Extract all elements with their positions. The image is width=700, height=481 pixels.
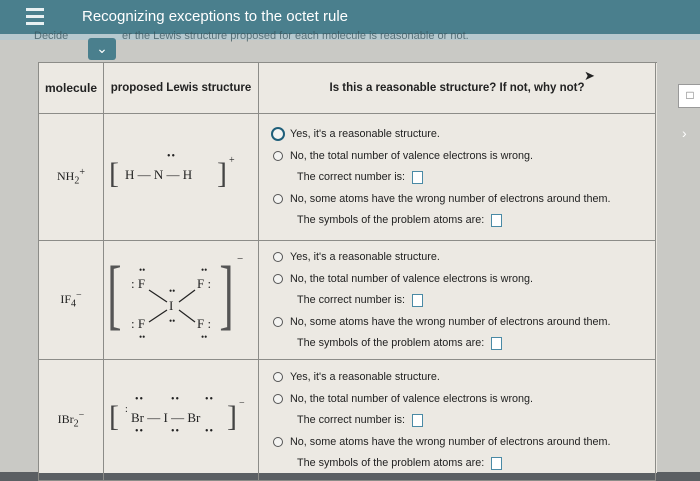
lone-pair-dots: : [125, 404, 128, 415]
correct-number-line [259, 289, 655, 311]
side-panel-tab-icon[interactable]: □ [678, 84, 700, 108]
svg-text:: F: : F [131, 315, 146, 331]
lone-pair-dots: •• [171, 426, 181, 437]
radio-selected-icon[interactable] [271, 127, 285, 141]
svg-text:••: •• [201, 331, 208, 342]
lone-pair-dots: •• [205, 426, 215, 437]
svg-text:••: •• [169, 315, 176, 326]
svg-text:F :: F : [197, 275, 212, 291]
radio-icon[interactable] [273, 252, 283, 262]
answer-cell [259, 114, 656, 241]
page-title: Recognizing exceptions to the octet rule [82, 8, 348, 25]
svg-text:F :: F : [197, 315, 212, 331]
option-yes[interactable] [259, 366, 655, 388]
option-label: The symbols of the problem atoms are: [297, 457, 485, 469]
option-no-valence[interactable] [259, 145, 655, 167]
header-molecule: molecule [39, 63, 104, 114]
option-label: No, the total number of valence electrons is wrong. [290, 272, 534, 285]
option-label: No, the total number of valence electrons is wrong. [290, 392, 534, 405]
problem-atoms-line [259, 332, 655, 354]
answer-cell [259, 241, 656, 360]
problem-atoms-line [259, 452, 655, 474]
correct-number-input[interactable] [412, 414, 423, 427]
lone-pair-dots: •• [135, 394, 145, 405]
instruction-text-left: Decide [34, 30, 69, 42]
radio-icon[interactable] [273, 151, 283, 161]
option-label: No, some atoms have the wrong number of electrons around them. [290, 192, 611, 205]
correct-number-line [259, 409, 655, 431]
molecule-charge: − [76, 290, 82, 302]
option-label: The correct number is: [297, 294, 406, 306]
lewis-charge: − [237, 252, 244, 265]
option-label: Yes, it's a reasonable structure. [290, 251, 440, 263]
option-label: Yes, it's a reasonable structure. [290, 371, 440, 383]
svg-text:••: •• [201, 264, 208, 275]
lewis-charge: + [229, 155, 235, 166]
radio-icon[interactable] [273, 437, 283, 447]
table-row-if4 [39, 241, 656, 360]
lewis-cell [104, 241, 259, 360]
option-no-valence[interactable] [259, 268, 655, 290]
lewis-charge: − [239, 398, 245, 409]
collapse-chevron-icon[interactable]: ⌄ [88, 38, 116, 60]
problem-atoms-input[interactable] [491, 337, 502, 350]
option-yes[interactable] [259, 123, 655, 145]
lone-pair-dots: •• [171, 394, 181, 405]
option-label: No, some atoms have the wrong number of electrons around them. [290, 435, 611, 448]
molecule-cell [39, 360, 104, 481]
cursor-icon: ➤ [584, 68, 595, 83]
instruction-text-right: er the Lewis structure proposed for each molecule is reasonable or not. [122, 30, 469, 42]
molecule-charge: + [79, 167, 85, 179]
option-no-valence[interactable] [259, 388, 655, 410]
option-no-atoms[interactable] [259, 188, 655, 210]
correct-number-input[interactable] [412, 171, 423, 184]
problem-atoms-line [259, 209, 655, 231]
header-question: Is this a reasonable structure? If not, why not? [259, 63, 656, 114]
molecule-subscript: 2 [73, 418, 79, 430]
radio-icon[interactable] [273, 274, 283, 284]
radio-icon[interactable] [273, 394, 283, 404]
correct-number-input[interactable] [412, 294, 423, 307]
radio-icon[interactable] [273, 317, 283, 327]
correct-number-line [259, 166, 655, 188]
lone-pair-dots: •• [205, 394, 215, 405]
molecule-subscript: 4 [71, 298, 77, 310]
molecule-charge: − [78, 410, 85, 422]
option-label: No, some atoms have the wrong number of electrons around them. [290, 315, 611, 328]
answer-cell [259, 360, 656, 481]
molecule-formula: IF [60, 292, 72, 307]
lone-pair-dots: •• [135, 426, 145, 437]
molecule-subscript: 2 [74, 175, 80, 187]
lewis-table [38, 62, 656, 481]
lewis-structure: H — N — H [125, 167, 193, 182]
lewis-cell: [ •• H — N — H ] + [104, 114, 259, 241]
menu-icon[interactable] [26, 8, 44, 29]
lewis-structure: Br — I — Br [131, 410, 201, 425]
molecule-formula: NH [57, 169, 75, 184]
svg-text:••: •• [139, 264, 146, 275]
svg-text:••: •• [169, 285, 176, 296]
svg-text:]: ] [219, 250, 234, 337]
next-arrow-icon[interactable]: › [682, 125, 687, 141]
table-row-ibr2 [39, 360, 656, 481]
option-no-atoms[interactable] [259, 311, 655, 333]
molecule-formula: IBr [57, 412, 74, 427]
molecule-cell [39, 241, 104, 360]
top-bar [0, 0, 700, 34]
option-label: Yes, it's a reasonable structure. [290, 128, 440, 140]
molecule-cell [39, 114, 104, 241]
option-label: The correct number is: [297, 171, 406, 183]
if4-lewis-structure [105, 248, 255, 348]
option-label: The symbols of the problem atoms are: [297, 214, 485, 226]
svg-text:: F: : F [131, 275, 146, 291]
option-label: The correct number is: [297, 414, 406, 426]
problem-atoms-input[interactable] [491, 214, 502, 227]
radio-icon[interactable] [273, 372, 283, 382]
lone-pair-dots: •• [167, 151, 177, 162]
lewis-cell: [ : •• •• •• Br — I — Br •• •• •• ] − [104, 360, 259, 481]
radio-icon[interactable] [273, 194, 283, 204]
svg-text:[: [ [107, 250, 122, 337]
option-yes[interactable] [259, 246, 655, 268]
option-no-atoms[interactable] [259, 431, 655, 453]
table-row-nh2 [39, 114, 656, 241]
svg-text:I: I [169, 297, 174, 313]
header-lewis: proposed Lewis structure [104, 63, 259, 114]
svg-text:••: •• [139, 331, 146, 342]
option-label: No, the total number of valence electrons is wrong. [290, 149, 534, 162]
problem-atoms-input[interactable] [491, 457, 502, 470]
option-label: The symbols of the problem atoms are: [297, 337, 485, 349]
